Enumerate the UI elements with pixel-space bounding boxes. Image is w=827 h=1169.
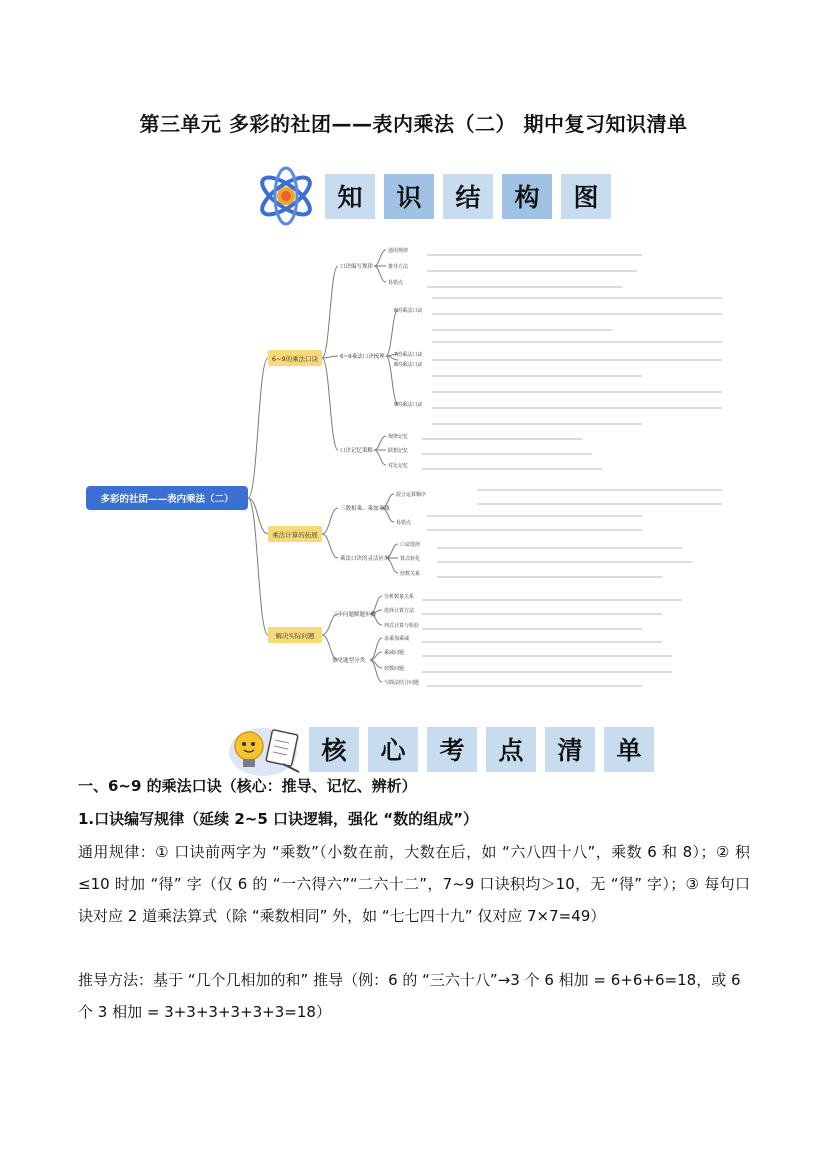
subsection-heading: 1.口诀编写规律（延续 2~5 口诀逻辑，强化 “数的组成”）	[78, 810, 478, 828]
mindmap-branch: 6~9的乘法口诀	[271, 355, 319, 363]
mindmap-item: 列式计算与检验	[384, 623, 420, 629]
banner-char: 核	[309, 727, 359, 772]
mindmap-item: 算式转化	[400, 556, 421, 562]
mindmap-item: 规律记忆	[388, 434, 409, 440]
mindmap-item: 通用规律	[388, 248, 409, 254]
mindmap-item: 混合运算顺序	[396, 492, 427, 498]
mindmap-group: 口诀编写规律	[340, 264, 374, 270]
mindmap-group: 口诀记忆策略	[340, 448, 374, 454]
mindmap-group: 乘法口诀的灵活应用	[340, 556, 390, 562]
paragraph-derivation-method: 推导方法：基于 “几个几相加的和” 推导（例：6 的 “三六十八”→3 个 6 相加 = 6+6+6=18，或 6 个 3 相加 = 3+3+3+3+3+3=18）	[78, 971, 741, 1021]
mindmap-item: 易错点	[396, 520, 412, 526]
banner-char: 心	[368, 727, 418, 772]
mindmap-item: 倍数问题	[384, 666, 405, 672]
banner-char: 清	[545, 727, 595, 772]
section-heading: 一、6~9 的乘法口诀（核心：推导、记忆、辨析）	[78, 777, 417, 795]
knowledge-structure-banner	[255, 165, 611, 227]
mindmap-item: 分析数量关系	[384, 594, 415, 600]
mindmap-item: 与除法结合问题	[384, 680, 420, 686]
mindmap-item: 选择计算方法	[384, 608, 415, 614]
mindmap-item: 6的乘法口诀	[394, 308, 423, 314]
atom-icon	[255, 165, 317, 227]
mindmap-item: 7的乘法口诀	[394, 352, 423, 358]
banner-char: 考	[427, 727, 477, 772]
banner-char: 点	[486, 727, 536, 772]
page-title: 第三单元 多彩的社团——表内乘法（二） 期中复习知识清单	[139, 112, 688, 136]
banner-char: 知	[325, 174, 375, 219]
knowledge-mindmap	[82, 232, 742, 692]
mindmap-item: 口诀选择	[400, 542, 421, 548]
mindmap-item: 乘减问题	[384, 650, 405, 656]
paragraph-general-rules: 通用规律：① 口诀前两字为 “乘数”（小数在前，大数在后，如 “六八四十八”，乘数 6 和 8）；② 积≤10 时加 “得” 字（仅 6 的 “一六得六”“二六十二”，7~9 口诀积均＞10，无 “得” 字）；③ 每句口诀对应 2 道乘法算式（除 “乘数相同” 外，如 “七七四十九” 仅对应 7×7=49）	[78, 843, 750, 925]
mindmap-item: 求乘加乘减	[384, 636, 410, 642]
mindmap-group: 三数相乘、乘加乘减	[340, 506, 390, 512]
mindmap-group: 6~9乘法口诀梳理	[340, 354, 385, 360]
mindmap-item: 8的乘法口诀	[394, 362, 423, 368]
mindmap-branch: 乘法计算的拓展	[272, 531, 318, 539]
lightbulb-icon	[225, 720, 303, 778]
banner-char: 图	[561, 174, 611, 219]
mindmap-item: 联想记忆	[388, 448, 409, 454]
banner-char: 构	[502, 174, 552, 219]
mindmap-item: 9的乘法口诀	[394, 402, 423, 408]
banner-char: 单	[604, 727, 654, 772]
banner-char: 识	[384, 174, 434, 219]
mindmap-item: 对比记忆	[388, 463, 409, 469]
mindmap-detail-lines	[422, 255, 722, 686]
mindmap-group: 常见题型分类	[332, 658, 366, 664]
banner-char: 结	[443, 174, 493, 219]
mindmap-item: 推导方法	[388, 264, 409, 270]
mindmap-branch: 解决实际问题	[275, 632, 315, 640]
mindmap-item: 倍数关系	[400, 571, 421, 577]
core-points-banner	[225, 720, 654, 778]
mindmap-root: 多彩的社团——表内乘法（二）	[100, 494, 234, 505]
mindmap-item: 易错点	[388, 280, 404, 286]
mindmap-group: 三步问题解题步骤	[332, 612, 377, 618]
